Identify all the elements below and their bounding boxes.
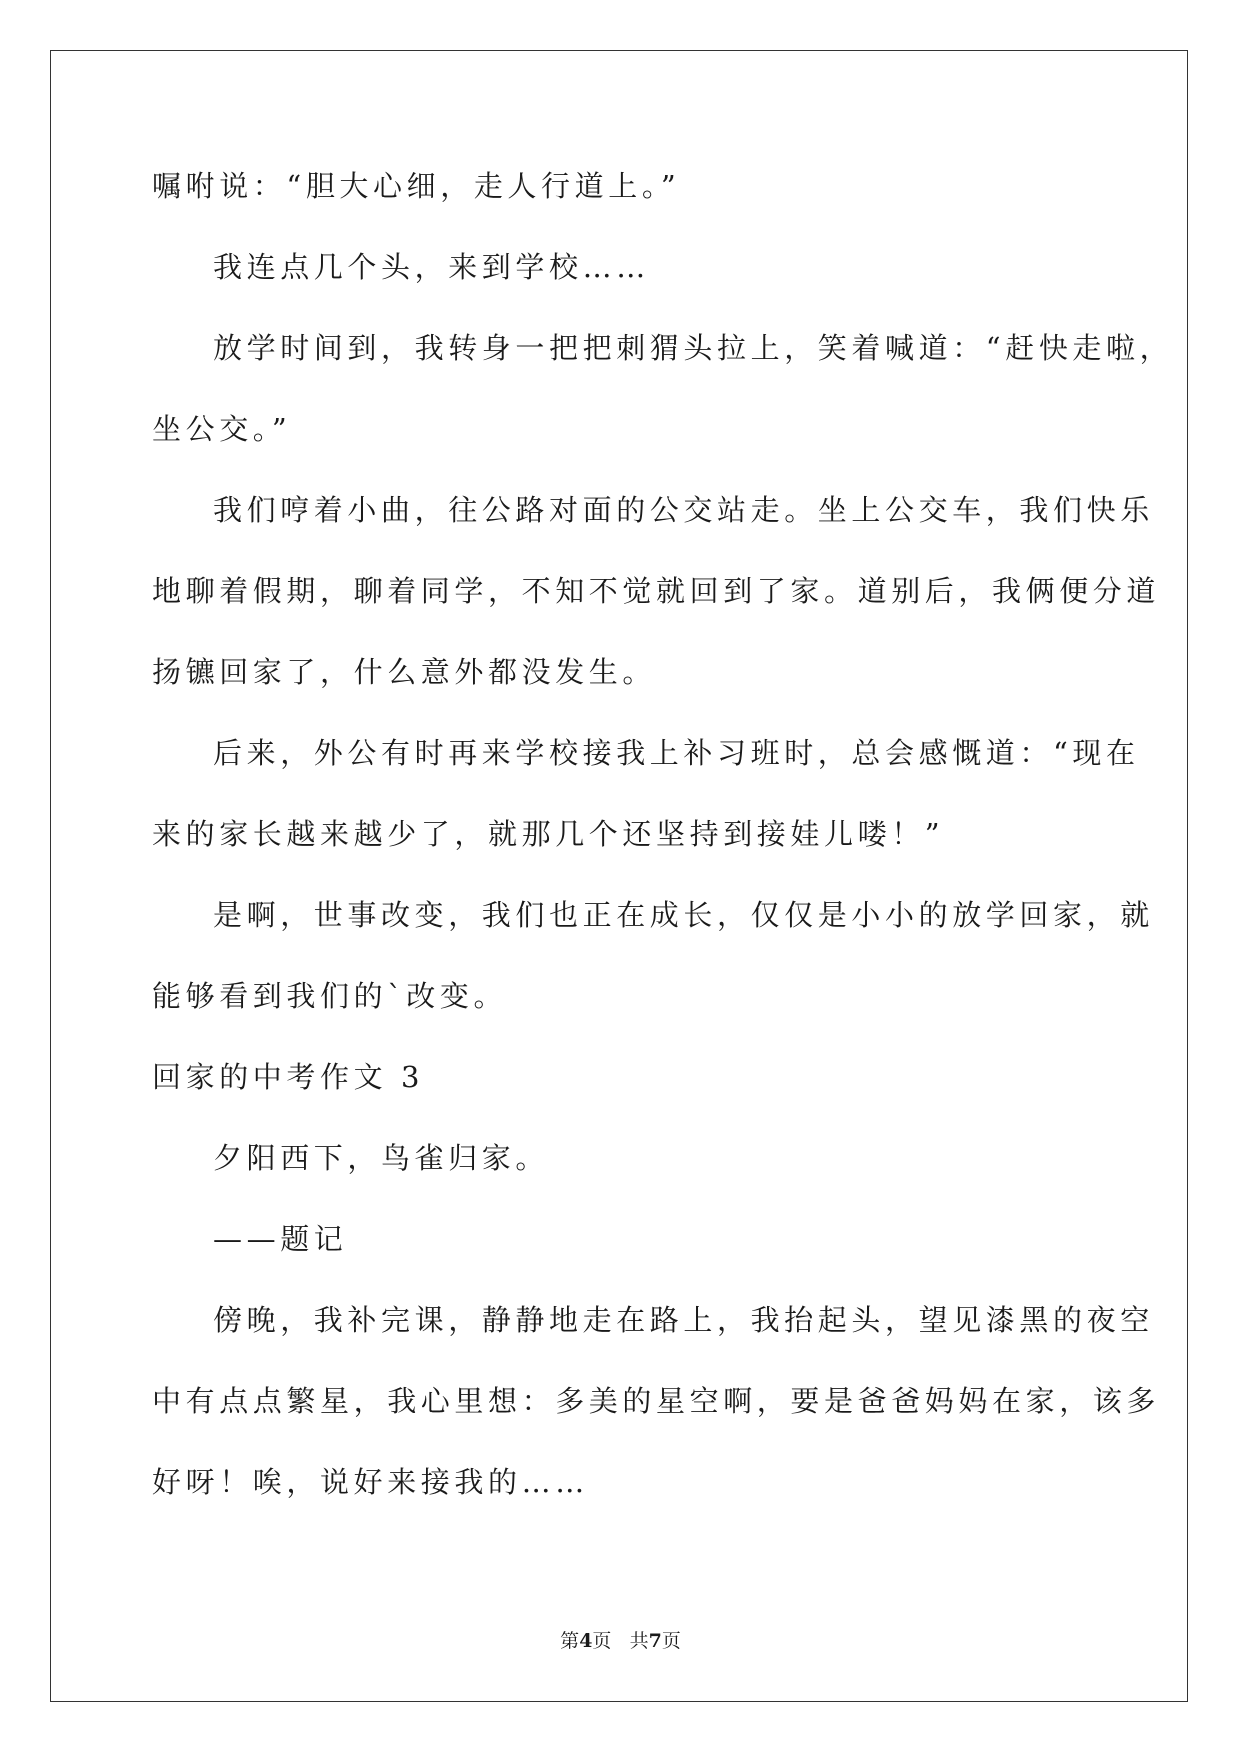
page-footer: [0, 1629, 1241, 1653]
document-body: [152, 166, 1174, 1543]
text-line: 后来，外公有时再来学校接我上补习班时，总会感慨道：“现在: [213, 736, 1140, 770]
text-line: 中有点点繁星，我心里想：多美的星空啊，要是爸爸妈妈在家，该多: [152, 1384, 1161, 1418]
text-line: 嘱咐说：“胆大心细，走人行道上。”: [152, 169, 681, 203]
text-line: 我们哼着小曲，往公路对面的公交站走。坐上公交车，我们快乐: [213, 493, 1154, 527]
text-line: 放学时间到，我转身一把把刺猬头拉上，笑着喊道：“赶快走啦，: [213, 331, 1174, 365]
footer-total-prefix: 共: [629, 1630, 649, 1652]
text-line: 地聊着假期，聊着同学，不知不觉就回到了家。道别后，我俩便分道: [152, 574, 1161, 608]
text-line: 坐公交。”: [152, 412, 292, 446]
footer-total-suffix: 页: [661, 1630, 681, 1652]
text-line: 是啊，世事改变，我们也正在成长，仅仅是小小的放学回家，就: [213, 898, 1154, 932]
text-line: 扬镳回家了，什么意外都没发生。: [152, 655, 657, 689]
text-line: 能够看到我们的`改变。: [152, 979, 508, 1013]
section-heading: 回家的中考作文 3: [152, 1060, 425, 1094]
footer-prefix: 第: [560, 1630, 580, 1652]
text-line: 我连点几个头，来到学校……: [213, 250, 650, 284]
footer-page-suffix: 页: [592, 1630, 612, 1652]
text-line: 来的家长越来越少了，就那几个还坚持到接娃儿喽！”: [152, 817, 945, 851]
total-page-count: 7: [648, 1630, 662, 1652]
text-line: 好呀！唉，说好来接我的……: [152, 1465, 589, 1499]
current-page-number: 4: [579, 1630, 593, 1652]
text-line: 傍晚，我补完课，静静地走在路上，我抬起头，望见漆黑的夜空: [213, 1303, 1154, 1337]
epigraph-attribution: ——题记: [213, 1222, 348, 1256]
text-line: 夕阳西下，鸟雀归家。: [213, 1141, 550, 1175]
